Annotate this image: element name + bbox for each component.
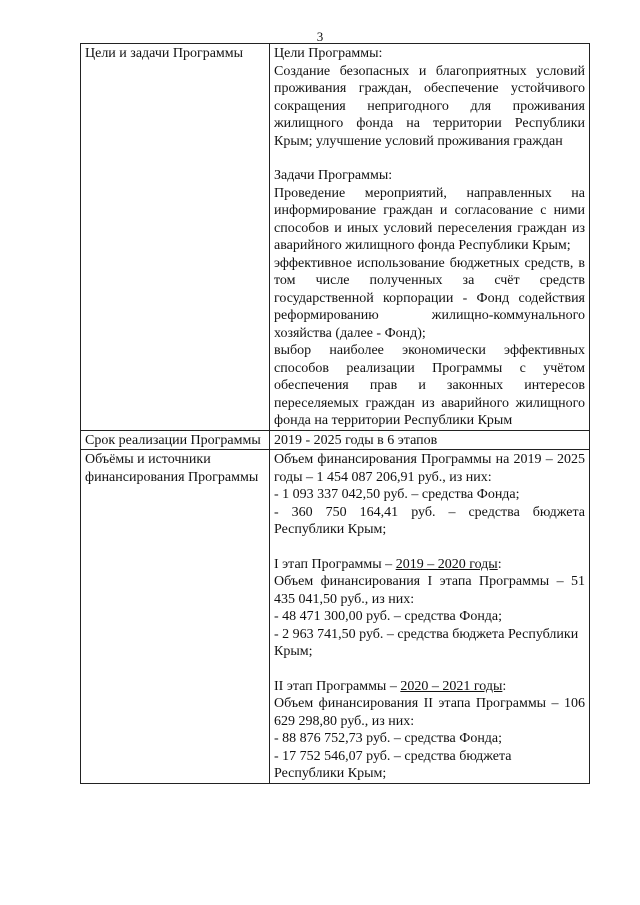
goals-text: Создание безопасных и благоприятных условий проживания граждан, обеспечение устойчивого сокращения непригодного для проживания жилищного фонда на территории Республики Крым; улучшение условий проживания граждан bbox=[274, 63, 585, 149]
task-item-1: Проведение мероприятий, направленных на информирование граждан и согласование с ними способов и иных условий переселения граждан из аварийного жилищного фонда Республики Крым; bbox=[274, 185, 585, 253]
goals-heading: Цели Программы: bbox=[274, 46, 383, 61]
table-row-funding bbox=[81, 450, 590, 784]
task-item-3: выбор наиболее экономически эффективных способов реализации Программы с учётом обеспечения прав и законных интересов переселяемых граждан из аварийного жилищного фонда на территории Республики Крым bbox=[274, 343, 585, 428]
row-label-term: Срок реализации Программы bbox=[81, 430, 270, 450]
row-label-funding: Объёмы и источники финансирования Программы bbox=[81, 450, 270, 784]
stage2-fund: - 88 876 752,73 руб. – средства Фонда; bbox=[274, 731, 503, 746]
stage2-title: II этап Программы – bbox=[274, 678, 401, 694]
stage2-heading bbox=[274, 678, 585, 696]
stage2-budget: - 17 752 546,07 руб. – средства бюджета Республики Крым; bbox=[274, 748, 512, 781]
page-number: 3 bbox=[316, 29, 324, 44]
row-value-goals bbox=[270, 44, 590, 431]
table-row-term bbox=[81, 430, 590, 450]
program-passport-table bbox=[80, 43, 590, 784]
row-label-goals: Цели и задачи Программы bbox=[81, 44, 270, 431]
stage1-title: I этап Программы – bbox=[274, 556, 396, 572]
stage2-colon: : bbox=[502, 678, 507, 694]
stage1-budget: - 2 963 741,50 руб. – средства бюджета Республики Крым; bbox=[274, 626, 579, 659]
funding-total-budget: - 360 750 164,41 руб. – средства бюджета Республики Крым; bbox=[274, 504, 585, 537]
stage1-heading bbox=[274, 556, 585, 574]
table-row-goals bbox=[81, 44, 590, 431]
stage1-years: 2019 – 2020 годы bbox=[395, 556, 498, 572]
row-value-funding bbox=[270, 450, 590, 784]
funding-total-fund: - 1 093 337 042,50 руб. – средства Фонда; bbox=[274, 487, 520, 502]
stage1-fund: - 48 471 300,00 руб. – средства Фонда; bbox=[274, 609, 503, 624]
stage2-total: Объем финансирования II этапа Программы – 106 629 298,80 руб., из них: bbox=[274, 696, 585, 729]
row-value-term: 2019 - 2025 годы в 6 этапов bbox=[270, 430, 590, 450]
funding-total: Объем финансирования Программы на 2019 – 2025 годы – 1 454 087 206,91 руб., из них: bbox=[274, 452, 585, 485]
stage1-total: Объем финансирования I этапа Программы – 51 435 041,50 руб., из них: bbox=[274, 574, 585, 607]
stage1-colon: : bbox=[497, 556, 502, 572]
tasks-heading: Задачи Программы: bbox=[274, 168, 393, 183]
stage2-years: 2020 – 2021 годы bbox=[400, 678, 503, 694]
task-item-2: эффективное использование бюджетных средств, в том числе полученных за счёт средств государственной корпорации - Фонд содействия реформированию жилищно-коммунального хозяйства (далее - Фонд); bbox=[274, 255, 585, 341]
